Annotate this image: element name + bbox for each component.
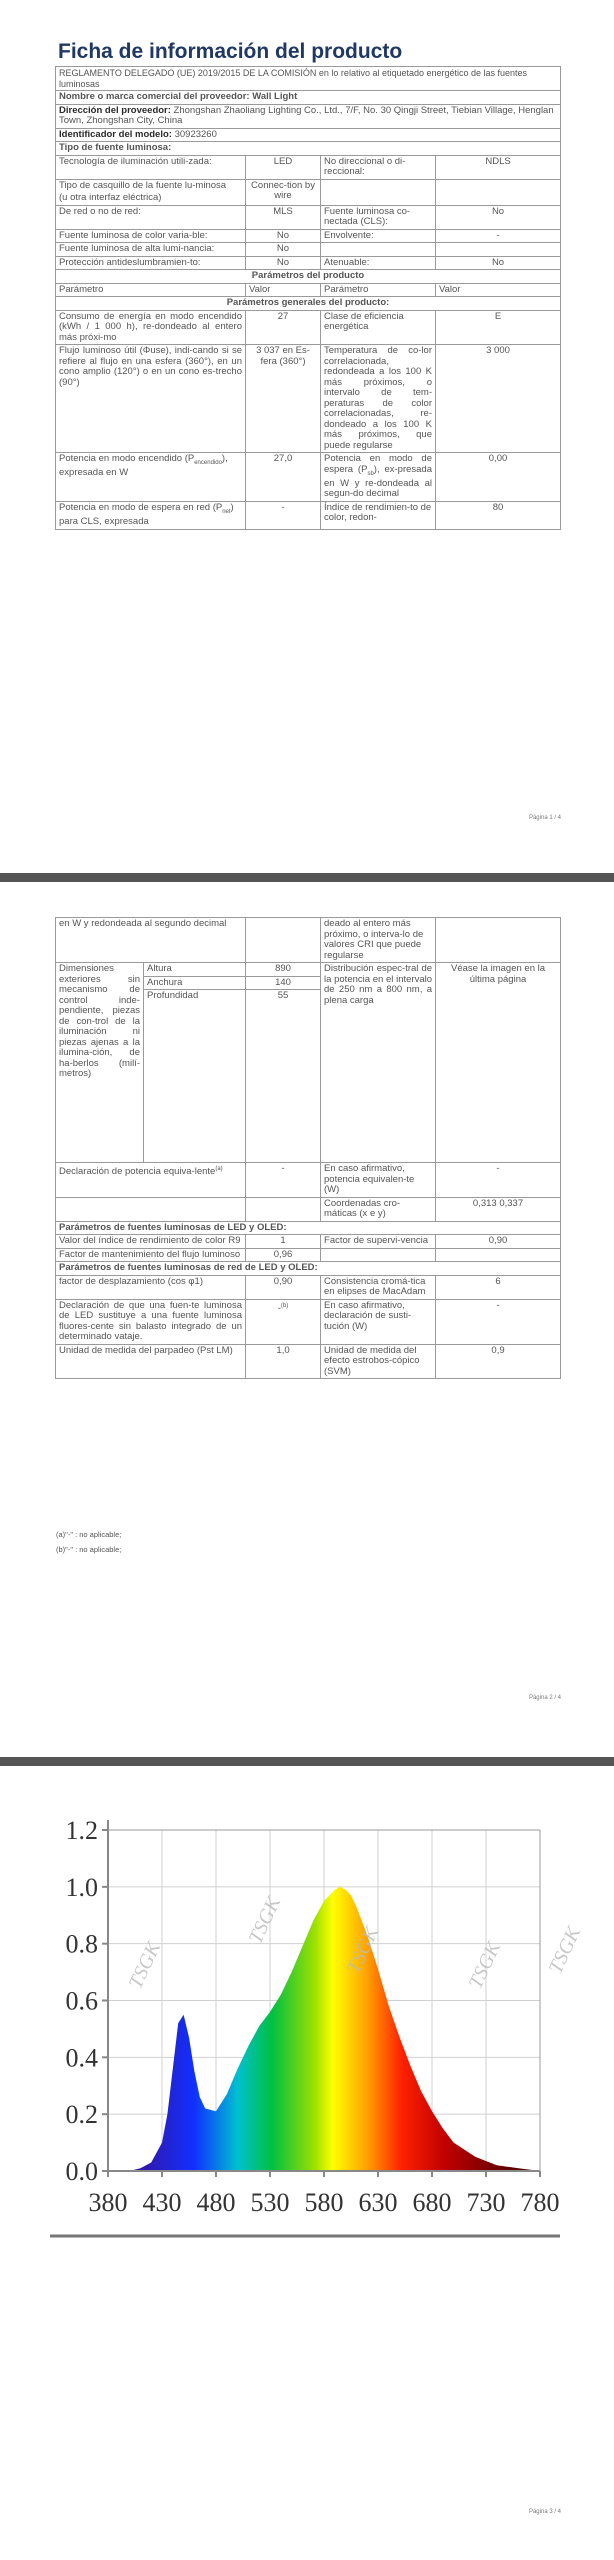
row-value: 6 [436,1275,561,1299]
row-label: Tecnología de iluminación utili-zada: [56,155,246,179]
general-params-heading: Parámetros generales del producto: [56,297,561,311]
model-identifier: 30923260 [171,128,217,140]
x-tick-label: 780 [520,2188,560,2217]
row-empty [436,179,561,205]
row-value: 27,0 [246,453,321,502]
page-title: Ficha de información del producto [58,40,403,63]
footnote-a: (a)"-" : no aplicable; [56,1530,122,1539]
row-label: En caso afirmativo, declaración de susti-tución (W) [321,1299,436,1344]
row-value: 0,96 [246,1248,321,1262]
row-value: No [436,205,561,229]
row-label: Tipo de casquillo de la fuente lu-minosa [56,179,246,192]
row-label: Unidad de medida del parpadeo (Pst LM) [56,1344,246,1379]
row-label: Flujo luminoso útil (Φuse), indi-cando si se refiere al flujo en una esfera (360°), en un cono amplio (120°) o en un cono es-trecho (90°) [56,345,246,453]
row-value: 0,90 [246,1275,321,1299]
page-separator [0,873,614,882]
row-value: 3 000 [436,345,561,453]
row-value: - [246,501,321,529]
row-empty [321,1248,436,1262]
y-tick-label: 0.2 [65,2100,98,2130]
footnote-b: (b)"-" : no aplicable; [56,1545,122,1554]
footnote-mark: (b) [280,1302,289,1309]
table-row [56,1248,561,1262]
dimension-value: 890 [246,963,321,977]
table-row [56,501,561,529]
table-row [56,243,561,257]
dimension-name: Profundidad [144,990,246,1163]
row-value: No [246,243,321,257]
row-label: Protección antideslumbramien-to: [56,256,246,270]
row-value: - [436,1299,561,1344]
page-number: Página 3 / 4 [528,2509,561,2515]
watermark-text: TSGK [244,1893,286,1948]
row-label: deado al entero más próximo, o interva-lo de valores CRI que puede regularse [321,918,436,963]
regulation-text: REGLAMENTO DELEGADO (UE) 2019/2015 DE LA COMISIÓN en lo relativo al etiquetado energético de las fuentes luminosas [56,67,561,91]
row-label: Coordenadas cro-máticas (x e y) [321,1197,436,1221]
row-label: Temperatura de co-lor correlacionada, redondeada a los 100 K más próximos, o intervalo de tem-peraturas de color correlacionadas, re-dondeado a los 100 K más próximos, que puede regularse [321,345,436,453]
standby-text: Potencia en modo de espera (P [324,453,432,475]
row-value: E [436,310,561,345]
column-header: Parámetro [321,283,436,297]
row-label: No direccional o di-reccional: [321,155,436,179]
x-tick-label: 480 [196,2188,236,2217]
row-label: Consistencia cromá-tica en elipses de MacAdam [321,1275,436,1299]
row-value: 1,0 [246,1344,321,1379]
net-subscript: net [222,508,231,515]
x-tick-label: 430 [142,2188,182,2217]
table-row [56,1197,561,1221]
table-row [56,1344,561,1379]
row-value: 1 [246,1235,321,1249]
page-separator [0,1757,614,1766]
page-number: Página 2 / 4 [528,1695,561,1701]
watermark-text: TSGK [544,1923,586,1978]
row-label: en W y redondeada al segundo decimal [56,918,246,963]
net-text: Potencia en modo de espera en red (P [59,501,223,513]
row-value: No [246,229,321,243]
row-value: 27 [246,310,321,345]
row-label: Factor de supervi-vencia [321,1235,436,1249]
source-type-heading: Tipo de fuente luminosa: [56,142,561,156]
power-on-text: ), expresada en W [59,453,228,479]
equivalent-power-label [56,1163,246,1198]
dimension-value: 55 [246,990,321,1163]
column-header: Parámetro [56,283,246,297]
x-tick-label: 530 [250,2188,290,2217]
row-value: NDLS [436,155,561,179]
watermark-text: TSGK [342,1923,384,1978]
power-on-label [56,453,246,502]
row-label: factor de desplazamiento (cos φ1) [56,1275,246,1299]
row-label: Consumo de energía en modo encendido (kWh / 1 000 h), re-dondeado al entero más próxi-mo [56,310,246,345]
table-row [56,918,561,963]
table-row [56,229,561,243]
table-row [56,963,561,977]
supplier-address-cell [56,104,561,128]
dimension-name: Altura [144,963,246,977]
standby-power-label [321,453,436,502]
y-tick-label: 0.8 [65,1929,98,1959]
watermark-text: TSGK [464,1938,506,1993]
row-label: En caso afirmativo, potencia equivalen-te (W) [321,1163,436,1198]
row-value: Connec-tion by wire [246,179,321,205]
spectral-label: Distribución espec-tral de la potencia en el intervalo de 250 nm a 800 nm, a plena carga [321,963,436,1163]
model-cell [56,128,561,142]
spectral-distribution-chart [40,1800,586,2330]
row-label: Declaración de que una fuen-te luminosa de LED sustituye a una fuente luminosa fluores-cente sin balasto integrado de un determinado vataje. [56,1299,246,1344]
table-row [56,310,561,345]
row-empty [56,1197,246,1221]
fluorescent-value-cell [246,1299,321,1344]
supplier-address-label: Dirección del proveedor: [59,104,171,116]
x-tick-label: 730 [466,2188,506,2217]
table-row [56,1275,561,1299]
supplier-address: Zhongshan Zhaoliang Lighting Co., Ltd., 7/F, No. 30 Qingji Street, Tiebian Village, Henglan Town, Zhongshan City, China [59,104,554,126]
row-value: - [277,1302,281,1314]
table-row [56,256,561,270]
table-row [56,179,561,192]
row-value: 0,00 [436,453,561,502]
row-label: Clase de eficiencia energética [321,310,436,345]
y-tick-label: 0.0 [65,2157,98,2186]
row-label: Factor de mantenimiento del flujo luminoso [56,1248,246,1262]
row-value: No [246,256,321,270]
row-empty [321,243,436,257]
row-label: De red o no de red: [56,205,246,229]
model-label: Identificador del modelo: [59,128,172,140]
chart-series [108,1887,540,2171]
supplier-name: Nombre o marca comercial del proveedor: Wall Light [56,91,561,105]
column-header: Valor [246,283,321,297]
row-label: Atenuable: [321,256,436,270]
row-value: No [436,256,561,270]
column-header: Valor [436,283,561,297]
params-heading: Parámetros del producto [56,270,561,284]
watermark-text: TSGK [124,1938,166,1993]
row-label: Unidad de medida del efecto estrobos-cópico (SVM) [321,1344,436,1379]
row-label: Envolvente: [321,229,436,243]
led-params-heading: Parámetros de fuentes luminosas de LED y OLED: [56,1221,561,1235]
footnote-mark: (a) [215,1166,223,1172]
page-number: Página 1 / 4 [528,815,561,821]
row-label: Fuente luminosa de color varia-ble: [56,229,246,243]
y-tick-label: 0.6 [65,1986,98,2016]
product-info-table-continued [55,917,561,1379]
row-empty [436,918,561,963]
row-value: 80 [436,501,561,529]
x-tick-label: 630 [358,2188,398,2217]
x-tick-label: 680 [412,2188,452,2217]
power-on-text: Potencia en modo encendido (P [59,453,195,464]
row-value: - [436,1163,561,1198]
spectral-value: Véase la imagen en la última página [436,963,561,1163]
dimension-value: 140 [246,976,321,990]
table-row [56,453,561,502]
product-info-table [55,66,561,530]
table-row [56,1163,561,1198]
y-tick-label: 1.0 [65,1872,98,1902]
row-value: 3 037 en Es-fera (360°) [246,345,321,453]
row-label: Fuente luminosa co-nectada (CLS): [321,205,436,229]
y-tick-label: 0.4 [65,2043,98,2073]
row-value: - [436,229,561,243]
x-tick-label: 380 [88,2188,128,2217]
standby-subscript: sb [367,470,374,477]
row-value: MLS [246,205,321,229]
row-empty [436,1248,561,1262]
net-text: ) para CLS, expresada [59,501,234,528]
standby-text: ), ex-presada en W y re-dondeada al segun-do decimal [324,463,432,500]
row-value: 0,9 [436,1344,561,1379]
y-tick-label: 1.2 [65,1816,98,1845]
page-1 [0,0,614,873]
row-value: 0,313 0,337 [436,1197,561,1221]
row-label: Índice de rendimien-to de color, redon- [321,501,436,529]
dimension-name: Anchura [144,976,246,990]
spectrum-area [108,1887,540,2171]
table-row [56,345,561,453]
equivalent-text: Declaración de potencia equiva-lente [59,1166,216,1178]
row-label: Fuente luminosa de alta lumi-nancia: [56,243,246,257]
table-row [56,1299,561,1344]
row-empty [436,243,561,257]
dimensions-label: Dimensiones exteriores sin mecanismo de control inde-pendiente, piezas de con-trol de la iluminación ni piezas ajenas a la ilumina-ción, de ha-berlos (milí-metros) [56,963,144,1163]
x-tick-label: 580 [304,2188,344,2217]
networked-standby-label [56,501,246,529]
mains-params-heading: Parámetros de fuentes luminosas de red de LED y OLED: [56,1262,561,1276]
row-empty [321,179,436,205]
table-row [56,1235,561,1249]
row-empty [246,918,321,963]
row-value: LED [246,155,321,179]
power-on-subscript: encendido [194,459,222,466]
row-value: - [246,1163,321,1198]
row-value: 0,90 [436,1235,561,1249]
row-label: (u otra interfaz eléctrica) [56,192,246,205]
row-empty [246,1197,321,1221]
table-row [56,205,561,229]
table-row [56,155,561,179]
page-2 [0,887,614,1757]
row-label: Valor del índice de rendimiento de color R9 [56,1235,246,1249]
